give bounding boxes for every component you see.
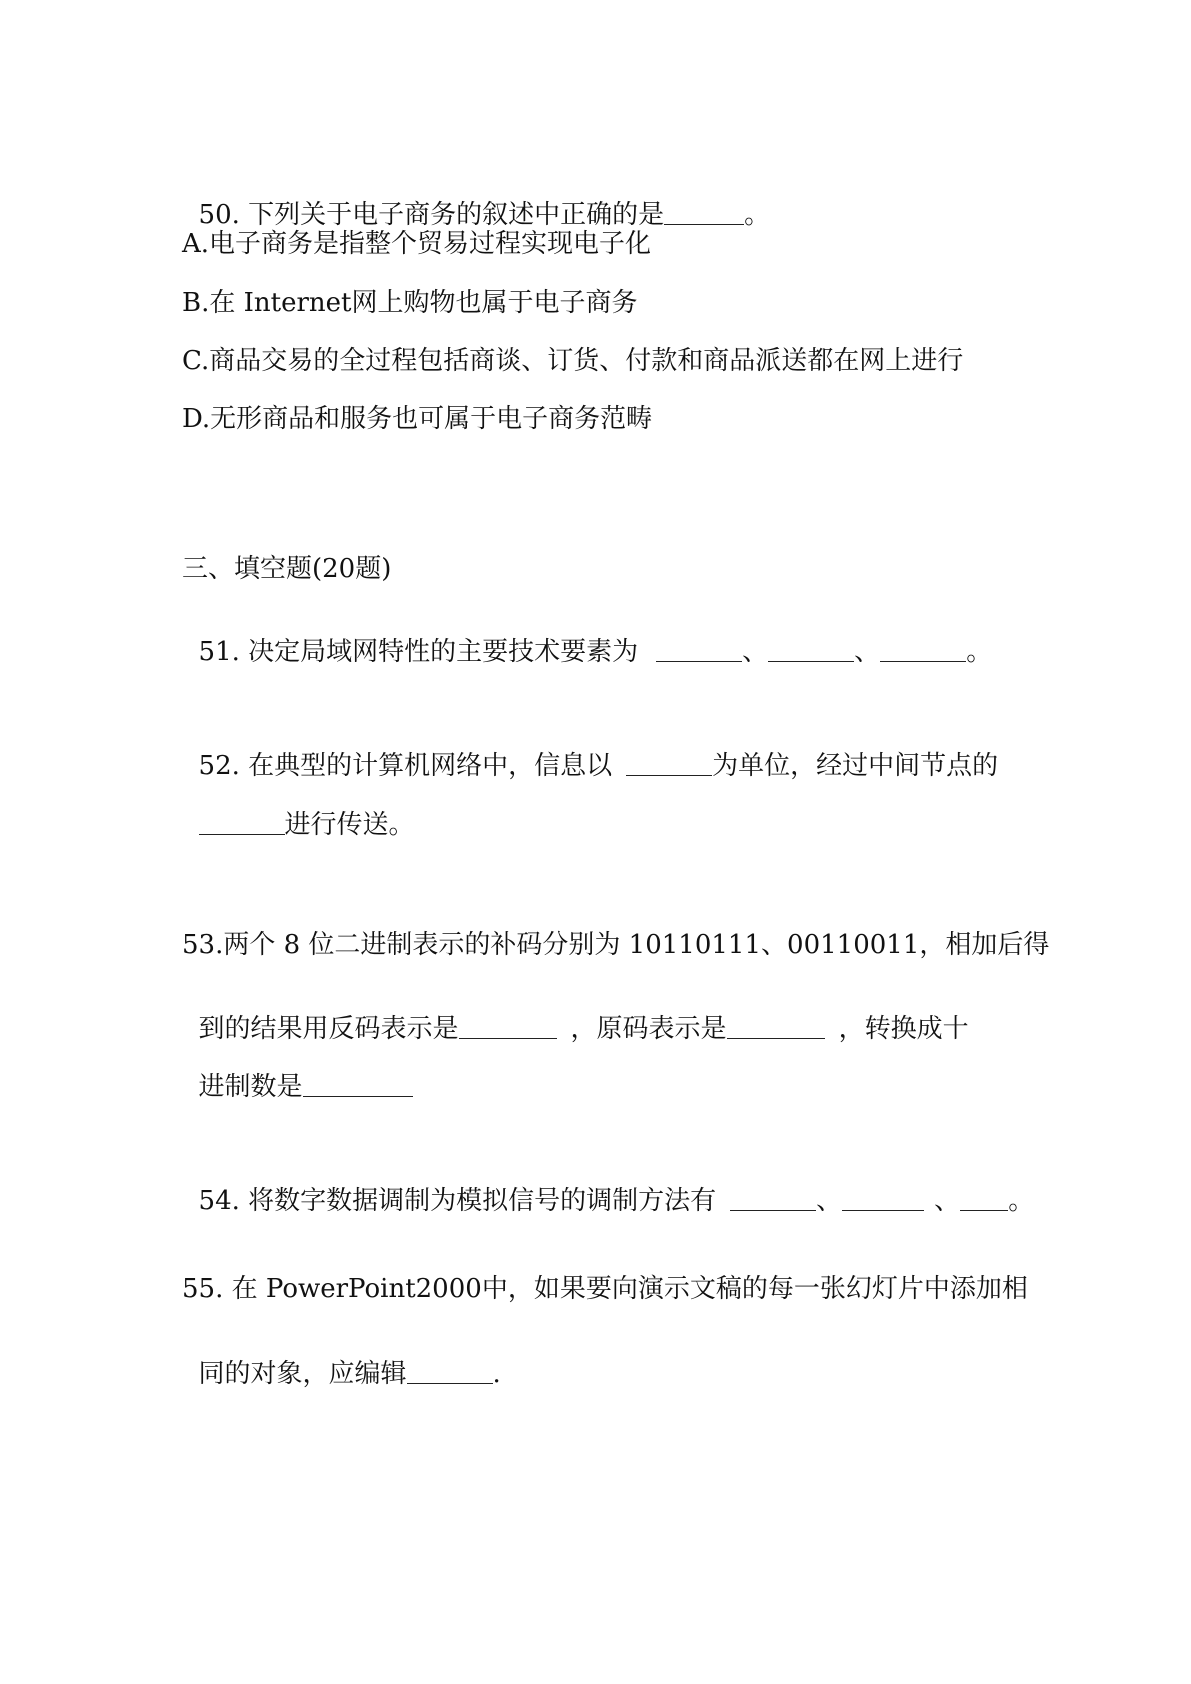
q54-stem-text: 54. 将数字数据调制为模拟信号的调制方法有: [198, 1186, 717, 1216]
q55-blank-1[interactable]: [407, 1361, 493, 1384]
q52-line2: [182, 786, 415, 838]
q54-sep-1: 、: [816, 1186, 843, 1216]
q53-line2: [182, 990, 969, 1042]
q51-sep-1: 、: [742, 637, 769, 667]
q53-line3: [182, 1048, 413, 1100]
q51-blank-2[interactable]: [768, 639, 854, 662]
q50-stem-text: 50. 下列关于电子商务的叙述中正确的是: [198, 200, 665, 230]
q51-end: 。: [966, 637, 993, 667]
q55-line2: [182, 1335, 501, 1387]
q53-line1: 53.两个 8 位二进制表示的补码分别为 10110111、00110011，相加后得: [182, 930, 1050, 960]
q53-line2-c: ，转换成十: [838, 1014, 969, 1044]
section-heading: 三、填空题(20题): [182, 554, 392, 584]
q54-blank-1[interactable]: [730, 1188, 816, 1211]
q52-line2-after: 进行传送。: [284, 810, 415, 840]
q51-blank-3[interactable]: [880, 639, 966, 662]
q54-blank-2[interactable]: [842, 1188, 924, 1211]
q52-blank-2[interactable]: [199, 812, 285, 835]
q50-option-a: A.电子商务是指整个贸易过程实现电子化: [182, 229, 652, 259]
q55-line2-text: 同的对象，应编辑: [198, 1359, 407, 1389]
q54-sep-2: 、: [934, 1186, 961, 1216]
q55-end: .: [492, 1359, 501, 1389]
q51-stem-text: 51. 决定局域网特性的主要技术要素为: [198, 637, 639, 667]
q52-blank-1[interactable]: [626, 753, 712, 776]
q51-sep-2: 、: [854, 637, 881, 667]
q53-line3-text: 进制数是: [198, 1072, 303, 1102]
q55-line1: 55. 在 PowerPoint2000中，如果要向演示文稿的每一张幻灯片中添加相: [182, 1274, 1028, 1304]
q53-blank-3[interactable]: [303, 1074, 413, 1097]
q50-answer-blank[interactable]: [664, 202, 744, 225]
q53-blank-2[interactable]: [727, 1016, 825, 1039]
q54-end: 。: [1008, 1186, 1035, 1216]
q51-blank-1[interactable]: [656, 639, 742, 662]
q50-option-b: B.在 Internet网上购物也属于电子商务: [182, 288, 638, 318]
q54-stem: [182, 1162, 1034, 1214]
q50-stem-end: 。: [744, 200, 771, 230]
q53-line2-a: 到的结果用反码表示是: [198, 1014, 459, 1044]
q50-stem: [182, 176, 770, 228]
q53-line2-b: ，原码表示是: [570, 1014, 727, 1044]
q50-option-c: C.商品交易的全过程包括商谈、订货、付款和商品派送都在网上进行: [182, 346, 964, 376]
q52-line1-text: 52. 在典型的计算机网络中，信息以: [198, 751, 613, 781]
q52-line1: [182, 727, 998, 779]
q51-stem: [182, 613, 992, 665]
q50-option-d: D.无形商品和服务也可属于电子商务范畴: [182, 404, 653, 434]
q52-line1-after: 为单位，经过中间节点的: [712, 751, 999, 781]
q54-blank-3[interactable]: [960, 1188, 1008, 1211]
q53-blank-1[interactable]: [459, 1016, 557, 1039]
